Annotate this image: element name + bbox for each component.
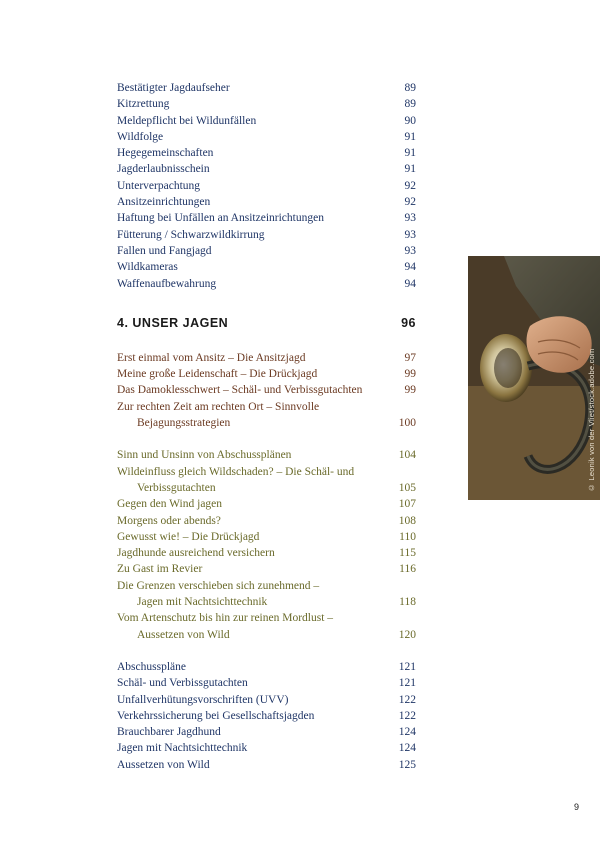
toc-entry[interactable] [117,513,416,529]
toc-entry[interactable] [117,399,416,415]
toc-entry-page: 115 [399,547,416,560]
toc-entry[interactable] [117,561,416,577]
toc-entry-page: 92 [404,196,416,209]
toc-entry[interactable] [117,529,416,545]
toc-entry[interactable] [117,96,416,112]
toc-entry-page: 93 [404,228,416,241]
toc-entry-page: 104 [398,449,416,462]
toc-entry-page: 120 [398,628,416,641]
hunting-horn-photo [468,256,600,500]
toc-entry[interactable] [117,740,416,756]
toc-entry-page: 91 [404,147,416,160]
toc-entry-title: Brauchbarer Jagdhund [117,726,221,739]
toc-entry-title: Wildeinfluss gleich Wildschaden? – Die Schäl- und [117,465,355,478]
chapter-page: 96 [401,315,416,330]
toc-entry[interactable] [117,113,416,129]
toc-entry-title: Haftung bei Unfällen an Ansitzeinrichtungen [117,212,324,225]
toc-entry[interactable] [117,276,416,292]
toc-entry-title: Bestätigter Jagdaufseher [117,82,230,94]
toc-entry-page: 94 [404,277,416,290]
toc-entry-title: Gewusst wie! – Die Drückjagd [117,530,260,543]
toc-entry-page: 125 [398,758,416,771]
toc-entry[interactable] [117,350,416,366]
toc-entry[interactable] [117,594,416,610]
toc-entry[interactable] [117,145,416,161]
toc-entry-title: Zu Gast im Revier [117,563,203,576]
chapter-title: 4. UNSER JAGEN [117,315,229,330]
toc-entry-title: Schäl- und Verbissgutachten [117,677,248,690]
toc-entry-title: Jagen mit Nachtsichttechnik [117,742,248,755]
toc-entry[interactable] [117,194,416,210]
toc-entry-page: 124 [398,742,416,755]
toc-entry[interactable] [117,578,416,594]
toc-entry-title: Fütterung / Schwarzwildkirrung [117,228,265,241]
toc-entry-title: Das Damoklesschwert – Schäl- und Verbissgutachten [117,384,363,397]
toc-entry-page: 122 [398,709,416,722]
toc-entry-title: Jagdhunde ausreichend versichern [117,547,275,560]
toc-entry[interactable] [117,129,416,145]
toc-entry-title: Meldepflicht bei Wildunfällen [117,114,257,127]
toc-entry-page: 94 [404,261,416,274]
toc-entry-title: Wildfolge [117,130,164,143]
toc-entry-page: 110 [399,530,416,543]
toc-entry-page: 121 [398,677,416,690]
toc-entry[interactable] [117,243,416,259]
toc-entry-page: 122 [398,693,416,706]
toc-entry-title: Fallen und Fangjagd [117,244,212,257]
toc-entry-title: Jagen mit Nachtsichttechnik [137,596,268,609]
toc-entry-page: 93 [404,212,416,225]
toc-entry-title: Waffenaufbewahrung [117,277,217,290]
toc-entry-title: Verbissgutachten [137,481,216,494]
toc-entry-page: 89 [404,98,416,111]
toc-entry-title: Meine große Leidenschaft – Die Drückjagd [117,368,318,381]
toc-entry[interactable] [117,210,416,226]
toc-entry[interactable] [117,675,416,691]
toc-entry-page: 121 [398,660,416,673]
toc-entry-title: Erst einmal vom Ansitz – Die Ansitzjagd [117,351,306,364]
page-number: 9 [574,802,580,812]
toc-entry-page: 118 [399,596,416,609]
toc-entry[interactable] [117,382,416,398]
toc-entry-page: 107 [398,498,416,511]
toc-entry-title: Gegen den Wind jagen [117,498,223,511]
toc-entry-page: 91 [404,130,416,143]
toc-entry[interactable] [117,496,416,512]
toc-entry[interactable] [117,659,416,675]
toc-entry[interactable] [117,178,416,194]
toc-entry-title: Morgens oder abends? [117,514,221,527]
toc-entry[interactable] [117,480,416,496]
toc-entry[interactable] [117,80,416,96]
toc-entry-title: Die Grenzen verschieben sich zunehmend – [117,579,320,592]
toc-entry[interactable] [117,692,416,708]
toc-entry[interactable] [117,545,416,561]
toc-entry-page: 116 [399,563,416,576]
toc-entry-title: Hegegemeinschaften [117,147,214,160]
hunting-horn-illustration [468,256,600,500]
toc-entry-title: Aussetzen von Wild [117,758,210,771]
toc-entry-page: 100 [398,417,416,430]
toc-entry-title: Verkehrssicherung bei Gesellschaftsjagden [117,709,315,722]
toc-entry-page: 108 [398,514,416,527]
toc-entry-title: Jagderlaubnisschein [117,163,210,176]
toc-entry-title: Sinn und Unsinn von Abschussplänen [117,449,292,462]
toc-entry-page: 124 [398,726,416,739]
toc-entry[interactable] [117,161,416,177]
toc-entry-title: Zur rechten Zeit am rechten Ort – Sinnvolle [117,400,320,413]
toc-entry[interactable] [117,464,416,480]
toc-entry[interactable] [117,708,416,724]
toc-entry-page: 89 [404,82,416,94]
toc-entry-title: Unfallverhütungsvorschriften (UVV) [117,693,289,706]
toc-entry-page: 93 [404,244,416,257]
toc-entry-page: 90 [404,114,416,127]
table-of-contents [117,80,416,773]
toc-entry-title: Kitzrettung [117,98,170,111]
toc-entry-title: Unterverpachtung [117,179,201,192]
toc-entry[interactable] [117,610,416,626]
photo-credit: © Leonik von der Vliet/stock.adobe.com [587,348,596,492]
toc-entry-title: Ansitzeinrichtungen [117,196,211,209]
toc-entry-title: Wildkameras [117,261,178,274]
toc-entry[interactable] [117,366,416,382]
toc-entry-page: 105 [398,481,416,494]
toc-entry[interactable] [117,227,416,243]
toc-entry-page: 99 [404,384,416,397]
toc-entry[interactable] [117,724,416,740]
toc-entry[interactable] [117,415,416,431]
toc-entry-title: Aussetzen von Wild [137,628,230,641]
toc-entry-page: 99 [404,368,416,381]
chapter-heading[interactable] [117,316,416,330]
toc-entry[interactable] [117,627,416,643]
toc-entry[interactable] [117,757,416,773]
toc-entry-title: Bejagungsstrategien [137,417,231,430]
toc-entry[interactable] [117,447,416,463]
toc-entry-page: 92 [404,179,416,192]
toc-entry[interactable] [117,259,416,275]
toc-entry-page: 97 [404,351,416,364]
toc-entry-title: Abschusspläne [117,660,186,673]
toc-entry-title: Vom Artenschutz bis hin zur reinen Mordlust – [117,612,334,625]
toc-entry-page: 91 [404,163,416,176]
